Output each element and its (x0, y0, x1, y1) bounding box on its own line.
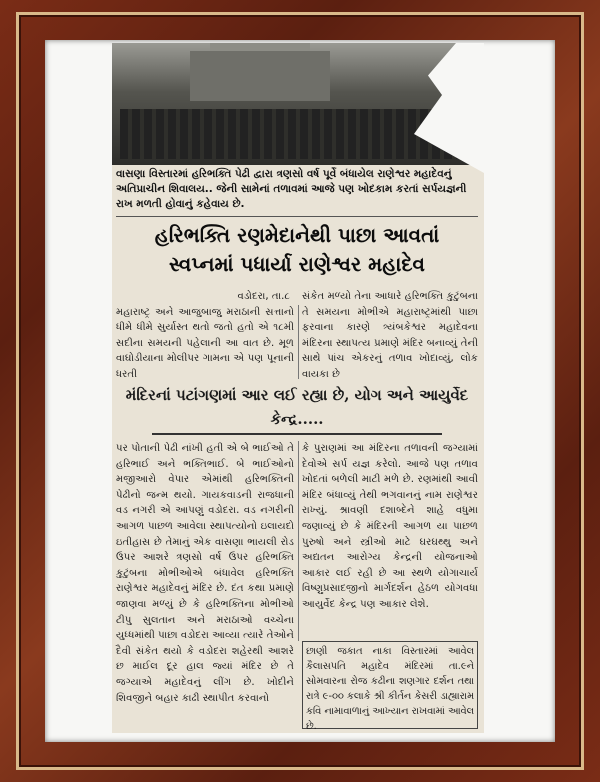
column-divider-2 (298, 441, 299, 641)
article-text: મહારાષ્ટ્ર અને આજુબાજુ મરાઠાની સત્તાનો ધીમે ધીમે સુર્યાસ્ત થતો જતો હતો એ ૧૮મી સદીના સમયની પહેલાની આ વાત છે. મૂળ વાઘોડીયાના મોલીપર ગામના એ પણ પૂનાની ધરતી (116, 306, 294, 380)
article-column-1-bottom: પર પોતાની પેઢી નાંખી હતી એ બે ભાઈઓ તે હરિભાઈ અને ભક્તિભાઈ. બે ભાઈઓનો મજીઆરો વેપાર એમાંથી હરિભક્તિની પેઢીનો જન્મ થયો. ગાયકવાડની રાજધાની વડ નગરી એ આપણું વડોદરા. વડ નગરીની આગળ પાછળ આવેલા સ્થાપત્યોનો ઇલાયદો ઇતીહાસ છે તેમાનું એક વાસણા ભાયલી રોડ ઉપર આશરે ત્રણસો વર્ષ ઉપર હરિભક્તિ કુટુંબના મોભીઓએ બંધાવેલ હરિભક્તિ રાણેશ્વર મહાદેવનું મંદિર છે. દંત કથા પ્રમાણે જાણવા મળ્યું છે કે હરિભક્તિના મોભીઓ ટીપુ સુલતાન અને મરાઠાઓ વચ્ચેના યુધ્ધમાંથી પાછા વડોદરા આવ્યા ત્યારે તેઓને દૈવી સંકેત થયો કે વડોદરા શહેરથી આશરે છ માઈલ દૂર હાલ જ્યાં મંદિર છે તે જગ્યાએ મહાદેવનું લીંગ છે. ખોદીને શિવજીને બહાર કાઢી સ્થાપીત કરવાનો (116, 443, 294, 704)
article-column-2-bottom: કે પુરાણમાં આ મંદિરના તળાવની જગ્યામાં દેવોએ સર્પ યજ્ઞ કરેલો. આજે પણ તળાવ ખોદતાં બળેલી માટી મળે છે. રણમાંથી આવી મંદિર બંધાવ્યું તેથી ભગવાનનું નામ રાણેશ્વર રાખ્યું. શ્રાવણી દશાબ્દેને શાહે વધુમા જણાવ્યું છે કે મંદિરની આગળ યા પાછળ પુરુષો અને સ્ત્રીઓ માટે ઘરઘથ્થુ અને અદ્યતન આરોગ્ય કેન્દ્રની યોજનાઓ આકાર લઈ રહી છે આ સ્થળે યોગાચાર્ય વિષ્ણુપ્રસાદજીનો માર્ગદર્શન હેઠળ યોગવધા આયુર્વેદ કેન્દ્ર પણ આકાર લેશે. (302, 443, 478, 610)
headline-line-1: હરિભક્તિ રણમેદાનેથી પાછા આવતાં (154, 223, 440, 247)
headline (116, 221, 478, 279)
article-column-2-top: સંકેત મળ્યો તેના આધારે હરિભક્તિ કુટુંબના તે સમયના મોભીએ મહારાષ્ટ્રમાંથી પાછા ફરવાના કારણે ત્ર્યંબકેશ્વર મહાદેવના મંદિરના સ્થાપત્ય પ્રમાણે મંદિર બનાવ્યું તેની સાથે પાંચ એકરનું તળાવ ખોદાવ્યું, લોક વાયકા છે (302, 291, 478, 380)
subheadline: મંદિરનાં પટાંગણમાં આર લઈ રહ્યા છે, યોગ અને આયુર્વેદ કેન્દ્ર..... (125, 386, 469, 428)
photo-caption: વાસણા વિસ્તારમાં હરિભક્તિ પેઢી દ્વારા ત્રણસો વર્ષ પૂર્વે બંધાયેલ રાણેશ્વર મહાદેવનું અતિપ્રાચીન શિવાલય.. જેની સામેનાં તળાવમાં આજે પણ ખોદકામ કરતાં સર્પયજ્ઞની રાખ મળતી હોવાનું કહેવાય છે. (116, 167, 478, 217)
boxed-notice: છાણી જકાત નાકા વિસ્તારમાં આવેલ કૈલાસપતિ મહાદેવ મંદિરમાં તા.૯ને સોમવારના રોજ કઢીના શણગાર દર્શન તથા રાત્રે ૯-૦૦ કલાકે શ્રી કીર્તન કેસરી ડાહ્યારામ કવિ નામાવાળાનું આખ્યાન રાખવામાં આવેલ છે. (302, 641, 478, 729)
dateline: વડોદરા, તા.૮ (237, 291, 290, 302)
subhead-rule (152, 433, 442, 435)
headline-line-2: સ્વપ્નમાં પધાર્યા રાણેશ્વર મહાદેવ (168, 252, 426, 276)
newspaper-clipping (112, 43, 484, 733)
temple-building (190, 51, 330, 101)
temple-photo (112, 43, 484, 165)
article-column-1-top (116, 289, 294, 383)
column-divider (298, 305, 299, 379)
